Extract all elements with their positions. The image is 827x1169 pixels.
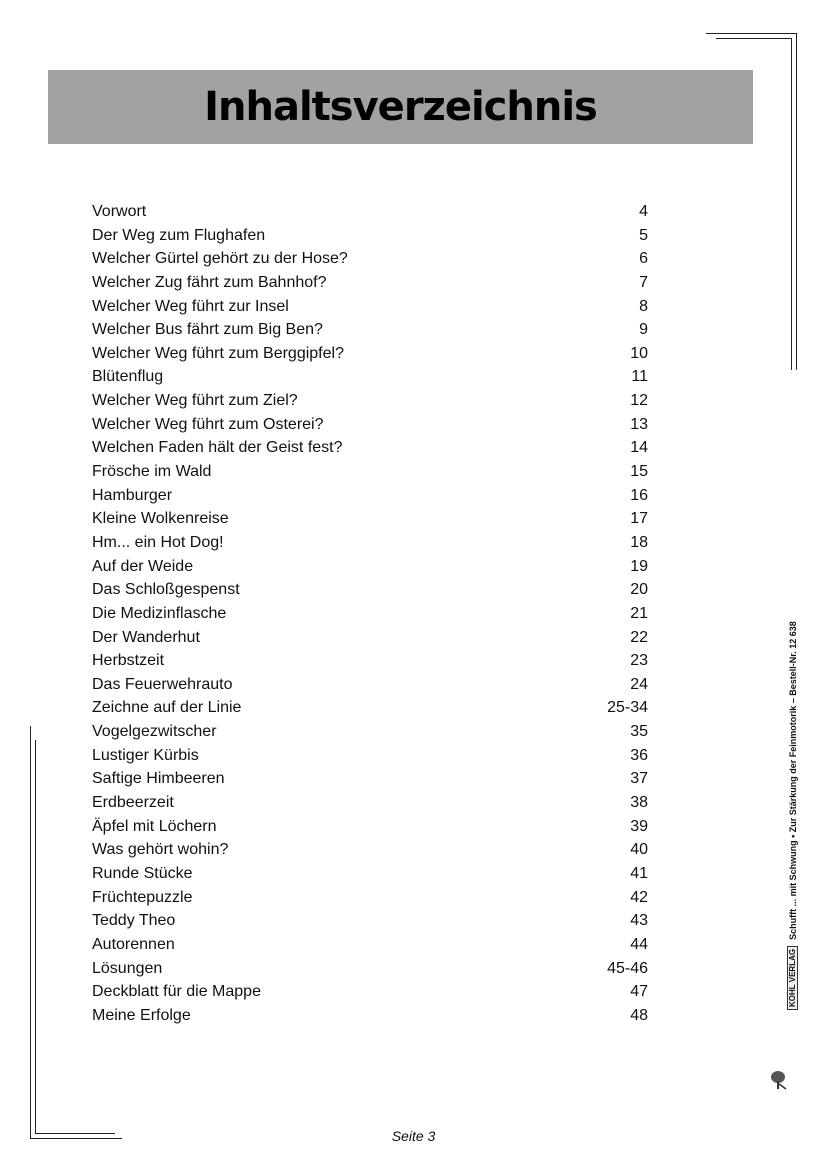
toc-entry-label: Kleine Wolkenreise	[92, 510, 229, 528]
toc-entry	[92, 224, 648, 248]
toc-entry-page: 18	[630, 533, 648, 551]
sidebar-text: Schufft ... mit Schwung • Zur Stärkung der Feinmotorik – Bestell-Nr. 12 638	[787, 621, 798, 940]
toc-entry-label: Teddy Theo	[92, 912, 176, 930]
toc-entry-label: Welcher Weg führt zum Ziel?	[92, 392, 298, 410]
toc-entry-label: Früchtepuzzle	[92, 888, 193, 906]
toc-entry	[92, 555, 648, 579]
toc-entry-label: Lustiger Kürbis	[92, 746, 199, 764]
toc-entry-label: Meine Erfolge	[92, 1006, 191, 1024]
toc-entry-page: 45-46	[607, 959, 648, 977]
toc-entry	[92, 767, 648, 791]
toc-entry-label: Was gehört wohin?	[92, 841, 229, 859]
frame-bottom-left-vertical-inner	[35, 740, 36, 1134]
toc-entry-label: Der Weg zum Flughafen	[92, 226, 266, 244]
toc-entry-label: Welcher Weg führt zum Osterei?	[92, 415, 324, 433]
toc-entry	[92, 295, 648, 319]
toc-entry-label: Frösche im Wald	[92, 463, 212, 481]
toc-entry-page: 48	[630, 1006, 648, 1024]
toc-entry-page: 16	[630, 486, 648, 504]
toc-entry-label: Blütenflug	[92, 368, 164, 386]
toc-entry-label: Welcher Bus fährt zum Big Ben?	[92, 321, 323, 339]
frame-top-right-horizontal-inner	[716, 38, 791, 39]
toc-entry-page: 6	[639, 250, 648, 268]
toc-entry-page: 7	[639, 273, 648, 291]
toc-entry	[92, 271, 648, 295]
toc-entry	[92, 365, 648, 389]
toc-entry	[92, 602, 648, 626]
toc-entry-label: Hm... ein Hot Dog!	[92, 533, 224, 551]
toc-entry-label: Zeichne auf der Linie	[92, 699, 242, 717]
title-bar	[48, 70, 753, 144]
toc-entry-label: Vogelgezwitscher	[92, 723, 217, 741]
toc-entry-page: 38	[630, 794, 648, 812]
toc-entry-page: 11	[631, 368, 648, 386]
toc-entry-label: Die Medizinflasche	[92, 604, 227, 622]
toc-entry	[92, 200, 648, 224]
tree-logo-icon	[770, 1068, 788, 1090]
toc-entry-page: 15	[630, 463, 648, 481]
toc-entry-label: Hamburger	[92, 486, 173, 504]
toc-entry	[92, 744, 648, 768]
toc-entry-label: Autorennen	[92, 935, 175, 953]
toc-entry-page: 17	[630, 510, 648, 528]
toc-entry	[92, 342, 648, 366]
frame-top-right-vertical-inner	[791, 38, 792, 370]
toc-entry-page: 21	[630, 604, 648, 622]
toc-entry	[92, 389, 648, 413]
toc-entry-label: Saftige Himbeeren	[92, 770, 225, 788]
toc-entry-label: Welcher Weg führt zum Berggipfel?	[92, 344, 344, 362]
toc-entry	[92, 649, 648, 673]
toc-entry	[92, 673, 648, 697]
toc-entry	[92, 720, 648, 744]
frame-bottom-left-vertical-outer	[30, 726, 31, 1139]
toc-entry	[92, 247, 648, 271]
page-number-footer: Seite 3	[391, 1128, 436, 1144]
toc-entry-label: Das Schloßgespenst	[92, 581, 240, 599]
toc-entry-label: Äpfel mit Löchern	[92, 817, 217, 835]
toc-entry	[92, 507, 648, 531]
toc-entry-page: 19	[630, 557, 648, 575]
toc-entry	[92, 957, 648, 981]
toc-entry-page: 22	[630, 628, 648, 646]
toc-entry-page: 36	[630, 746, 648, 764]
toc-entry-page: 43	[630, 912, 648, 930]
toc-entry	[92, 933, 648, 957]
toc-entry-label: Welcher Zug fährt zum Bahnhof?	[92, 273, 327, 291]
toc-entry-label: Deckblatt für die Mappe	[92, 983, 261, 1001]
toc-entry	[92, 909, 648, 933]
toc-entry	[92, 791, 648, 815]
toc-entry	[92, 815, 648, 839]
page-title: Inhaltsverzeichnis	[204, 84, 597, 130]
toc-entry-page: 47	[630, 983, 648, 1001]
toc-entry-label: Lösungen	[92, 959, 163, 977]
toc-entry	[92, 838, 648, 862]
toc-entry	[92, 436, 648, 460]
table-of-contents	[92, 200, 648, 1027]
toc-entry-page: 35	[630, 723, 648, 741]
toc-entry-page: 42	[630, 888, 648, 906]
toc-entry-page: 9	[639, 321, 648, 339]
toc-entry-label: Vorwort	[92, 203, 147, 220]
toc-entry	[92, 413, 648, 437]
toc-entry	[92, 578, 648, 602]
toc-entry-page: 24	[630, 675, 648, 693]
frame-top-right-horizontal-outer	[706, 33, 796, 34]
toc-entry-label: Erdbeerzeit	[92, 794, 174, 812]
toc-entry	[92, 626, 648, 650]
toc-entry	[92, 318, 648, 342]
toc-entry-label: Herbstzeit	[92, 652, 165, 670]
toc-entry-page: 13	[630, 415, 648, 433]
toc-entry-page: 12	[630, 392, 648, 410]
frame-top-right-vertical-outer	[796, 33, 797, 370]
toc-entry	[92, 484, 648, 508]
toc-entry-label: Welcher Gürtel gehört zu der Hose?	[92, 250, 348, 268]
toc-entry-page: 25-34	[607, 699, 648, 717]
toc-entry	[92, 862, 648, 886]
toc-entry	[92, 1004, 648, 1028]
publisher-name: KOHL VERLAG	[787, 946, 798, 1010]
toc-entry-label: Der Wanderhut	[92, 628, 200, 646]
toc-entry	[92, 460, 648, 484]
toc-entry-page: 23	[630, 652, 648, 670]
toc-entry-page: 8	[639, 297, 648, 315]
toc-entry-page: 41	[630, 864, 648, 882]
sidebar-imprint	[787, 621, 798, 1010]
toc-entry-page: 37	[630, 770, 648, 788]
toc-entry-page: 4	[639, 203, 648, 220]
toc-entry	[92, 696, 648, 720]
toc-entry-label: Welchen Faden hält der Geist fest?	[92, 439, 343, 457]
toc-entry-page: 44	[630, 935, 648, 953]
toc-entry-label: Runde Stücke	[92, 864, 193, 882]
toc-entry-label: Welcher Weg führt zur Insel	[92, 297, 289, 315]
toc-entry	[92, 980, 648, 1004]
toc-entry-label: Auf der Weide	[92, 557, 194, 575]
toc-entry-page: 40	[630, 841, 648, 859]
toc-entry	[92, 531, 648, 555]
toc-entry-page: 5	[639, 226, 648, 244]
toc-entry-page: 14	[630, 439, 648, 457]
toc-entry-page: 39	[630, 817, 648, 835]
toc-entry-page: 10	[630, 344, 648, 362]
toc-entry	[92, 886, 648, 910]
toc-entry-label: Das Feuerwehrauto	[92, 675, 233, 693]
toc-entry-page: 20	[630, 581, 648, 599]
